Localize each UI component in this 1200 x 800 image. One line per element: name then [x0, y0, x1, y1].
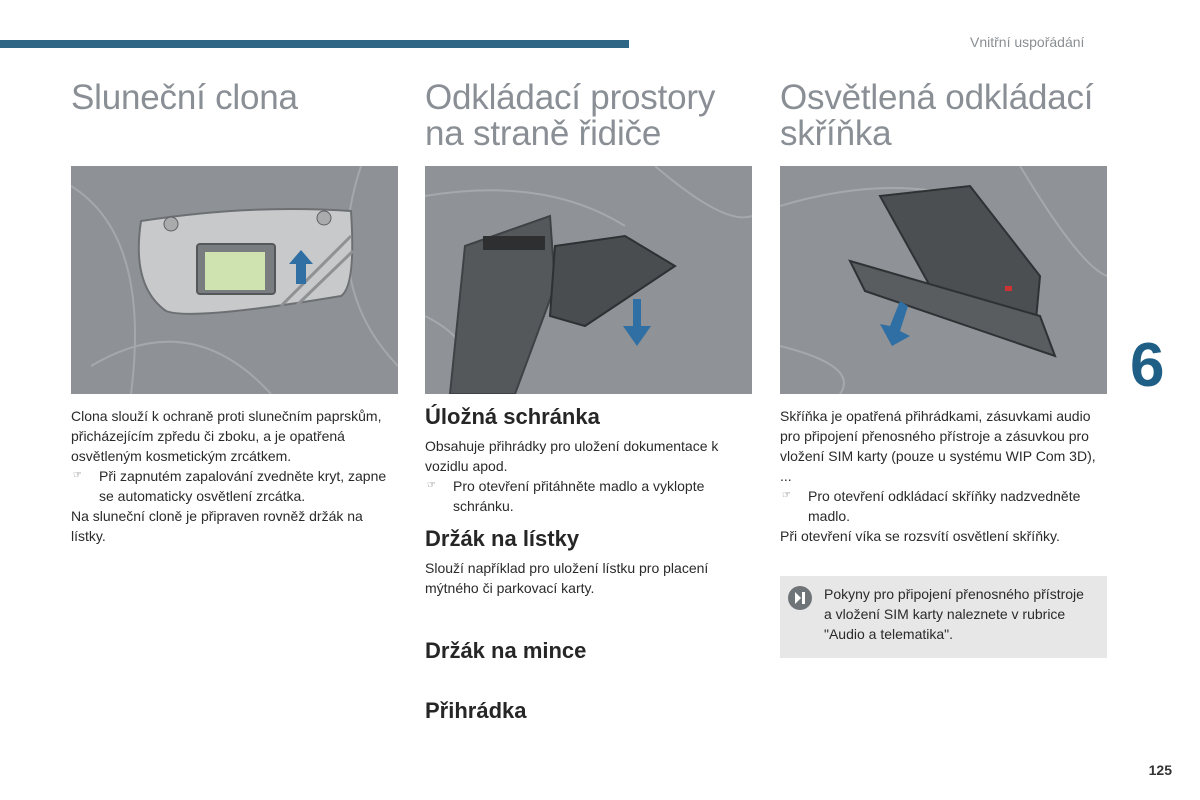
- sun-visor-illustration: [71, 166, 398, 394]
- driver-storage-illustration: [425, 166, 752, 394]
- note-text: Pokyny pro připojení přenosného přístroje a vložení SIM karty naleznete v rubrice "Audio a telematika".: [824, 586, 1084, 642]
- glovebox-heading: Úložná schránka: [425, 404, 600, 429]
- top-accent-bar: [0, 40, 629, 48]
- ticket-holder-heading: Držák na lístky: [425, 526, 580, 551]
- ticket-holder-text: Slouží například pro uložení lístku pro placení mýtného či parkovací karty.: [425, 560, 709, 596]
- glovebox-step: ☞ Pro otevření přitáhněte madlo a vyklopte schránku.: [427, 478, 705, 514]
- coin-holder-heading: Držák na mince: [425, 638, 587, 663]
- column-driver-storage: [425, 80, 752, 730]
- next-chapter-icon: [788, 586, 812, 610]
- lit-glovebox-outro: Při otevření víka se rozsvítí osvětlení skříňky.: [780, 528, 1060, 544]
- chapter-number: 6: [1130, 331, 1165, 400]
- column-lit-glovebox: [780, 80, 1107, 658]
- finger-pointer-icon: ☞: [73, 470, 82, 481]
- sun-visor-intro: Clona slouží k ochraně proti slunečním paprskům, přicházejícím zpředu či zboku, a je opatřená osvětleným kosmetickým zrcátkem.: [71, 408, 382, 464]
- sun-visor-step: ☞ Při zapnutém zapalování zvedněte kryt, zapne se automaticky osvětlení zrcátka.: [73, 468, 387, 504]
- finger-pointer-icon: ☞: [782, 490, 791, 501]
- glovebox-text: Obsahuje přihrádky pro uložení dokumentace k vozidlu apod.: [425, 438, 719, 474]
- lit-glovebox-step: ☞ Pro otevření odkládací skříňky nadzvedněte madlo.: [782, 488, 1081, 524]
- sun-visor-outro: Na sluneční cloně je připraven rovněž držák na lístky.: [71, 508, 363, 544]
- column-sun-visor: [71, 80, 398, 546]
- compartment-heading: Přihrádka: [425, 698, 527, 723]
- page-number: 125: [1148, 762, 1172, 778]
- driver-storage-title: Odkládací prostory na straně řidiče: [425, 78, 716, 153]
- lit-glovebox-text: Skříňka je opatřená přihrádkami, zásuvkami audio pro připojení přenosného přístroje a zásuvkou pro vložení SIM karty (pouze u systému WIP Com 3D), ...: [780, 408, 1096, 484]
- sun-visor-title: Sluneční clona: [71, 78, 298, 117]
- section-title: Vnitřní uspořádání: [970, 34, 1085, 50]
- info-note: [780, 576, 1107, 658]
- lit-glovebox-title: Osvětlená odkládací skříňka: [780, 78, 1094, 153]
- finger-pointer-icon: ☞: [427, 480, 436, 491]
- lit-glovebox-illustration: [780, 166, 1107, 394]
